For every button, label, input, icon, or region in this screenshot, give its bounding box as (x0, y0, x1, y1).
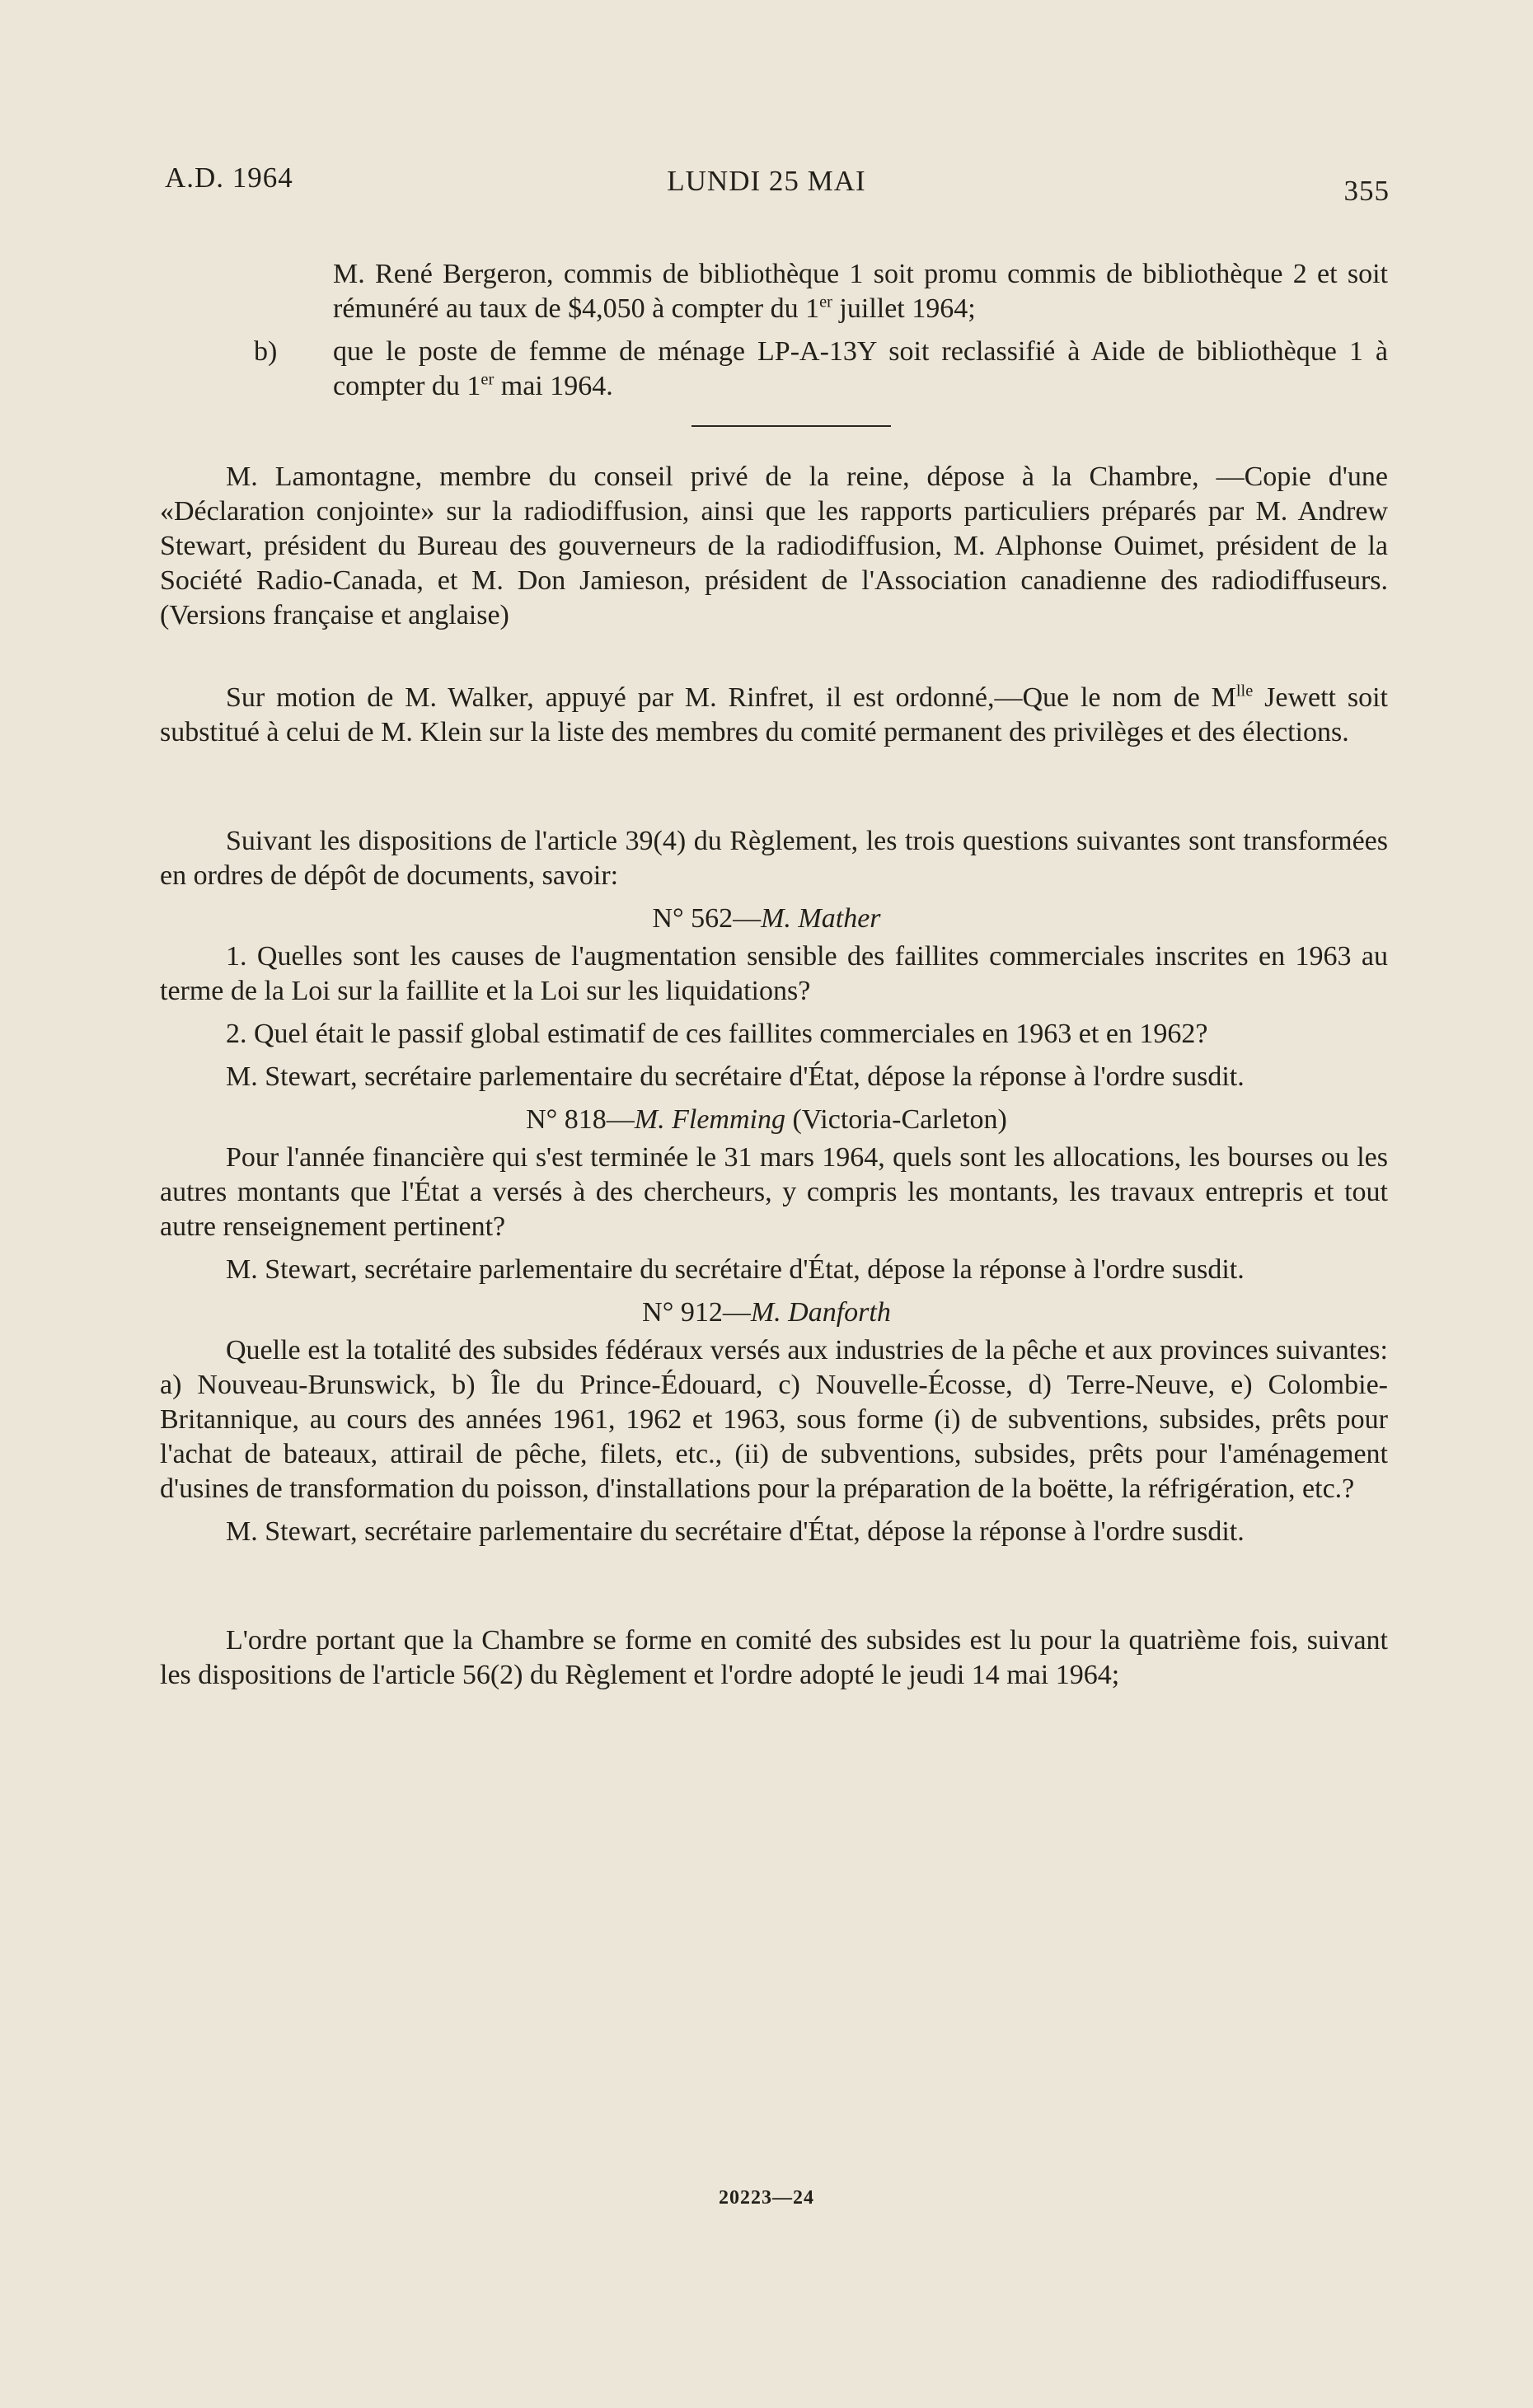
question-heading-912: N° 912—M. Danforth (642, 1297, 891, 1328)
paragraph-lamontagne: M. Lamontagne, membre du conseil privé de la reine, dépose à la Chambre, —Copie d'une «Déclaration conjointe» sur la radiodiffusion, ainsi que les rapports particuliers préparés par M. Andrew Stewart, président du Bureau des gouverneurs de la radiodiffusion, M. Alphonse Ouimet, président de la Société Radio-Canada, et M. Don Jamieson, président de l'Association canadienne des radiodiffuseurs. (Versions française et anglaise) (160, 461, 1388, 630)
answer-912: M. Stewart, secrétaire parlementaire du secrétaire d'État, dépose la réponse à l'ordre susdit. (226, 1516, 1245, 1547)
item-b: b) que le poste de femme de ménage LP-A-13Y soit reclassifié à Aide de bibliothèque 1 à compter du 1er mai 1964. (254, 336, 1388, 401)
signature-mark: 20223—24 (719, 2187, 814, 2209)
paragraph-bergeron: M. René Bergeron, commis de bibliothèque 1 soit promu commis de bibliothèque 2 et soit rémunéré au taux de $4,050 à compter du 1er juillet 1964; (333, 259, 1388, 324)
page-body (0, 257, 1533, 1701)
question-818-text: Pour l'année financière qui s'est terminée le 31 mars 1964, quels sont les allocations, les bourses ou les autres montants que l'État a versés à des chercheurs, y compris les montants, les travaux entrepris et tout autre renseignement pertinent? (160, 1142, 1388, 1242)
paragraph-ordre-subsides: L'ordre portant que la Chambre se forme en comité des subsides est lu pour la quatrième fois, suivant les dispositions de l'article 56(2) du Règlement et l'ordre adopté le jeudi 14 mai 1964; (160, 1625, 1388, 1690)
section-divider (691, 425, 891, 427)
header-year: A.D. 1964 (165, 162, 293, 194)
question-562-part-2: 2. Quel était le passif global estimatif de ces faillites commerciales en 1963 et en 1962? (226, 1019, 1208, 1049)
question-heading-562: N° 562—M. Mather (652, 903, 881, 934)
answer-562: M. Stewart, secrétaire parlementaire du secrétaire d'État, dépose la réponse à l'ordre susdit. (226, 1061, 1245, 1092)
page-number: 355 (1343, 175, 1390, 207)
question-heading-818: N° 818—M. Flemming (Victoria-Carleton) (526, 1104, 1007, 1135)
paragraph-suivant: Suivant les dispositions de l'article 39(4) du Règlement, les trois questions suivantes sont transformées en ordres de dépôt de documents, savoir: (160, 826, 1388, 891)
question-562-part-1: 1. Quelles sont les causes de l'augmentation sensible des faillites commerciales inscrites en 1963 au terme de la Loi sur la faillite et la Loi sur les liquidations? (160, 941, 1388, 1006)
question-912-text: Quelle est la totalité des subsides fédéraux versés aux industries de la pêche et aux provinces suivantes: a) Nouveau-Brunswick, b) Île du Prince-Édouard, c) Nouvelle-Écosse, d) Terre-Neuve, e) Colombie-Britannique, au cours des années 1961, 1962 et 1963, sous forme (i) de subventions, subsides, prêts pour l'achat de bateaux, attirail de pêche, filets, etc., (ii) de subventions, subsides, prêts pour l'aménagement d'usines de transformation du poisson, d'installations pour la préparation de la boëtte, la réfrigération, etc.? (160, 1335, 1388, 1504)
paragraph-walker: Sur motion de M. Walker, appuyé par M. Rinfret, il est ordonné,—Que le nom de $M^{lle}$ Jewett soit substitué à celui de M. Klein sur la liste des membres du comité permanent des privilèges et des élections. (160, 682, 1388, 747)
item-b-label: b) (254, 336, 278, 367)
header-date: LUNDI 25 MAI (667, 165, 866, 197)
answer-818: M. Stewart, secrétaire parlementaire du secrétaire d'État, dépose la réponse à l'ordre susdit. (226, 1254, 1245, 1285)
